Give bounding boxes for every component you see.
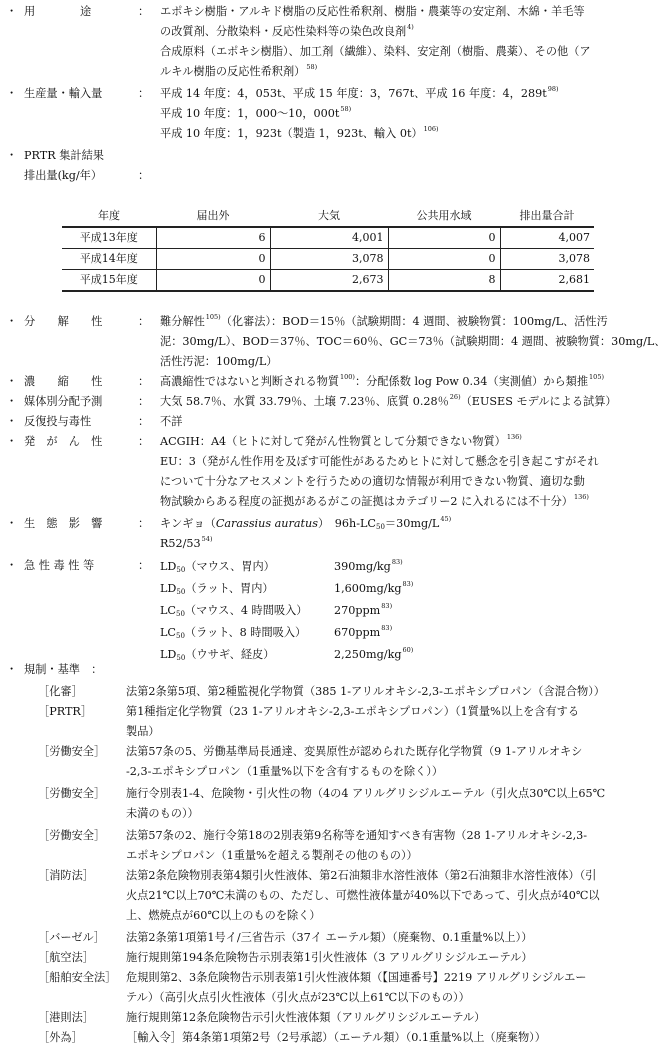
text: LD — [160, 582, 177, 595]
regulations-label: 規制・基準 ： — [24, 663, 103, 676]
production-line: 平成 10 年度：1，923t（製造 1，923t、輸入 0t） — [160, 127, 423, 140]
ref: 58) — [340, 105, 352, 113]
regulation-text: 火点21℃以上70℃未満のもの、ただし、可燃性液体量が40%以下であって、引火点が40℃以 — [126, 889, 600, 902]
bullet: ・ — [6, 415, 18, 428]
table-cell: 平成14年度 — [62, 249, 156, 270]
production-line: 平成 10 年度：1，000～10，000t — [160, 107, 340, 120]
bioaccumulation-label: 濃 縮 性 — [24, 375, 103, 388]
regulation-text: 未満のもの）） — [126, 807, 199, 820]
text: 難分解性 — [160, 315, 205, 328]
regulation-text: 法第2条第1項第1号イ/三省告示（37イ エーテル類）（廃棄物、0.1重量%以上）） — [126, 931, 533, 944]
ref: 105) — [589, 373, 604, 381]
production-label: 生産量・輸入量 — [24, 87, 103, 100]
regulation-text: -2,3-エポキシプロパン（1重量%以下を含有するものを除く）） — [126, 765, 444, 778]
bullet: ・ — [6, 5, 18, 18]
regulation-tag: ［外為］ — [38, 1031, 83, 1044]
bullet: ・ — [6, 395, 18, 408]
text: LC — [160, 626, 176, 639]
colon: ： — [138, 5, 150, 18]
regulation-text: 法第57条の5、労働基準局長通達、変異原性が認められた既存化学物質（9 1-アリルオキシ — [126, 745, 583, 758]
regulation-tag: ［化審］ — [38, 685, 83, 698]
value: 390mg/kg — [334, 560, 391, 573]
carcinogenicity-body — [160, 432, 665, 512]
colon: ： — [138, 395, 150, 408]
regulation-tag: ［労働安全］ — [38, 787, 106, 800]
prtr-table — [62, 206, 594, 292]
regulation-tag: ［航空法］ — [38, 951, 94, 964]
table-cell: 6 — [156, 227, 270, 249]
degradation-label: 分 解 性 — [24, 315, 103, 328]
value: 270ppm — [334, 604, 381, 617]
text: 高濃縮性ではないと判断される物質 — [160, 375, 340, 388]
bullet: ・ — [6, 315, 18, 328]
regulation-tag: ［港則法］ — [38, 1011, 94, 1024]
bullet: ・ — [6, 375, 18, 388]
value: 670ppm — [334, 626, 381, 639]
colon: ： — [138, 435, 150, 448]
text: （マウス、4 時間吸入） — [184, 604, 308, 617]
table-row — [62, 270, 594, 292]
text: LD — [160, 560, 177, 573]
ref: 83) — [381, 624, 393, 632]
regulation-text: 施行規則第194条危険物告示別表第1引火性液体（3 アリルグリシジルエーテル） — [126, 951, 533, 964]
acute-toxicity-label: 急 性 毒 性 等 — [24, 559, 95, 572]
uses-body — [160, 2, 665, 82]
table-header-row — [62, 206, 594, 227]
regulation-text: 製品） — [126, 725, 160, 738]
regulation-text: 危規則第2、3条危険物告示別表第1引火性液体類（【国連番号】2219 アリルグリシジルエー — [126, 971, 587, 984]
regulation-tag: ［消防法］ — [38, 869, 94, 882]
colon: ： — [138, 315, 150, 328]
column-header: 年度 — [62, 206, 156, 227]
text: （化審法）：BOD＝15％（試験期間：4 週間、被験物質：100mg/L、活性汚 — [220, 315, 608, 328]
text: （ラット、8 時間吸入） — [184, 626, 307, 639]
text: キンギョ（ — [160, 517, 216, 530]
regulation-text: 法第2条危険物別表第4類引火性液体、第2石油類非水溶性液体（第2石油類非水溶性液体）（引 — [126, 869, 597, 882]
acute-toxicity-body — [160, 556, 665, 666]
ref: 98) — [547, 85, 559, 93]
text: （EUSES モデルによる試算） — [460, 395, 617, 408]
regulation-text: 上、燃焼点が60℃以上のものを除く） — [126, 909, 321, 922]
bullet: ・ — [6, 435, 18, 448]
table-cell: 0 — [156, 270, 270, 292]
colon: ： — [138, 375, 150, 388]
list-item — [160, 556, 665, 578]
uses-line: エポキシ樹脂・アルキド樹脂の反応性希釈剤、樹脂・農薬等の安定剤、木綿・羊毛等 — [160, 5, 585, 18]
list-item — [160, 578, 665, 600]
text: LC — [160, 604, 176, 617]
repeated-toxicity-label: 反復投与毒性 — [24, 415, 92, 428]
text: ） 96h-LC — [317, 517, 376, 530]
ref: 4) — [407, 23, 414, 31]
text: ＝30mg/L — [384, 517, 440, 530]
species-name: Carassius auratus — [215, 517, 318, 530]
regulation-text: 施行規則第12条危険物告示引火性液体類（アリルグリシジルエーテル） — [126, 1011, 486, 1024]
bullet: ・ — [6, 87, 18, 100]
text: （マウス、胃内） — [185, 560, 275, 573]
subscript: 50 — [176, 566, 186, 574]
text: （ラット、胃内） — [185, 582, 274, 595]
table-cell: 2,681 — [500, 270, 594, 292]
bioaccumulation-body — [160, 372, 665, 392]
table-cell: 0 — [388, 227, 500, 249]
text: （ウサギ、経皮） — [185, 648, 275, 661]
ecotoxicity-body — [160, 514, 665, 554]
value: 2,250mg/kg — [334, 648, 402, 661]
list-item — [160, 644, 665, 666]
subscript: 50 — [176, 610, 185, 618]
ref: 83) — [381, 602, 393, 610]
column-header: 公共用水域 — [388, 206, 500, 227]
ref: 83) — [391, 558, 403, 566]
regulation-tag: ［バーゼル］ — [38, 931, 105, 944]
table-cell: 3,078 — [500, 249, 594, 270]
ref: 83) — [402, 580, 414, 588]
text: LD — [160, 648, 177, 661]
ref: 58) — [306, 63, 318, 71]
subscript: 50 — [375, 523, 385, 531]
carcinogenicity-label: 発 が ん 性 — [24, 435, 103, 448]
text: 大気 58.7％、水質 33.79％、土壌 7.23％、底質 0.28％ — [160, 395, 449, 408]
subscript: 50 — [176, 632, 185, 640]
distribution-label: 媒体別分配予測 — [24, 395, 103, 408]
table-cell: 3,078 — [270, 249, 388, 270]
ref: 45) — [440, 515, 452, 523]
regulation-tag: ［労働安全］ — [38, 829, 106, 842]
list-item — [160, 600, 665, 622]
regulation-tag: ［PRTR］ — [38, 705, 93, 718]
regulation-text: 第1種指定化学物質（23 1-アリルオキシ-2,3-エポキシプロパン）（1質量%以上を含有する — [126, 705, 580, 718]
column-header: 届出外 — [156, 206, 270, 227]
prtr-label: 排出量(kg/年） — [24, 169, 103, 182]
column-header: 排出量合計 — [500, 206, 594, 227]
column-header: 大気 — [270, 206, 388, 227]
colon: ： — [138, 87, 150, 100]
text: ：分配係数 log Pow 0.34（実測値）から類推 — [354, 375, 589, 388]
uses-line: ルキル樹脂の反応性希釈剤） — [160, 65, 306, 78]
prtr-label: PRTR 集計結果 — [24, 149, 104, 162]
table-cell: 4,007 — [500, 227, 594, 249]
colon: ： — [138, 517, 150, 530]
colon: ： — [138, 415, 150, 428]
ref: 136) — [506, 433, 522, 441]
regulation-tag: ［労働安全］ — [38, 745, 106, 758]
regulation-text: 施行令別表1-4、危険物・引火性の物（4の4 アリルグリシジルエーテル（引火点30℃以上65℃ — [126, 787, 606, 800]
ref: 60) — [402, 646, 414, 654]
colon: ： — [138, 169, 150, 182]
text: 物試験からある程度の証拠があるがこの証拠はカテゴリー2 に入れるには不十分） — [160, 495, 573, 508]
table-cell: 平成15年度 — [62, 270, 156, 292]
bullet: ・ — [6, 517, 18, 530]
uses-line: 合成原料（エポキシ樹脂）、加工剤（繊維）、染料、安定剤（樹脂、農薬）、その他（ア — [160, 45, 591, 58]
degradation-body — [160, 312, 665, 372]
subscript: 50 — [176, 588, 186, 596]
text: 活性汚泥：100mg/L） — [160, 355, 278, 368]
bullet: ・ — [6, 149, 18, 162]
table-cell: 平成13年度 — [62, 227, 156, 249]
production-body — [160, 84, 665, 144]
distribution-body — [160, 392, 665, 412]
table-cell: 2,673 — [270, 270, 388, 292]
text: について十分なアセスメントを行うための適切な情報が利用できない物質、適切な動 — [160, 475, 585, 488]
ref: 100) — [340, 373, 355, 381]
table-cell: 4,001 — [270, 227, 388, 249]
regulation-text: 法第57条の2、施行令第18の2別表第9名称等を通知すべき有害物（28 1-アリルオキシ-2,3- — [126, 829, 588, 842]
ref: 136) — [573, 493, 589, 501]
text: ACGIH：A4（ヒトに対して発がん性物質として分類できない物質） — [160, 435, 506, 448]
bullet: ・ — [6, 559, 18, 572]
value: 1,600mg/kg — [334, 582, 402, 595]
subscript: 50 — [176, 654, 186, 662]
ref: 105) — [205, 313, 221, 321]
colon: ： — [138, 559, 150, 572]
table-cell: 0 — [388, 249, 500, 270]
table-row — [62, 227, 594, 249]
regulation-text: テル）（高引火点引火性液体（引火点が23℃以上61℃以下のもの）） — [126, 991, 470, 1004]
bullet: ・ — [6, 663, 18, 676]
table-cell: 0 — [156, 249, 270, 270]
regulation-text: ［輸入令］第4条第1項第2号（2号承認）（エーテル類）（0.1重量%以上（廃棄物）） — [126, 1031, 546, 1044]
ref: 26) — [449, 393, 461, 401]
production-line: 平成 14 年度：4，053t、平成 15 年度：3，767t、平成 16 年度：4，289t — [160, 87, 547, 100]
list-item — [160, 622, 665, 644]
regulation-tag: ［船舶安全法］ — [38, 971, 117, 984]
regulation-text: 法第2条第5項、第2種監視化学物質（385 1-アリルオキシ-2,3-エポキシプロパン（含混合物）） — [126, 685, 605, 698]
uses-label: 用 途 — [24, 5, 92, 18]
ecotoxicity-label: 生 態 影 響 — [24, 517, 103, 530]
table-row — [62, 249, 594, 270]
table-cell: 8 — [388, 270, 500, 292]
text: 泥：30mg/L）、BOD＝37％、TOC＝60％、GC＝73％（試験期間：4 週間、被験物質：30mg/L、 — [160, 335, 666, 348]
uses-line: の改質剤、分散染料・反応性染料等の染色改良剤 — [160, 25, 407, 38]
ref: 54) — [201, 535, 213, 543]
regulation-text: エポキシプロパン（1重量%を超える製剤その他のもの）） — [126, 849, 418, 862]
text: R52/53 — [160, 537, 201, 550]
ref: 106) — [423, 125, 439, 133]
text: 不詳 — [160, 415, 183, 428]
text: EU：3（発がん性作用を及ぼす可能性があるためヒトに対して懸念を引き起こすがそれ — [160, 455, 599, 468]
